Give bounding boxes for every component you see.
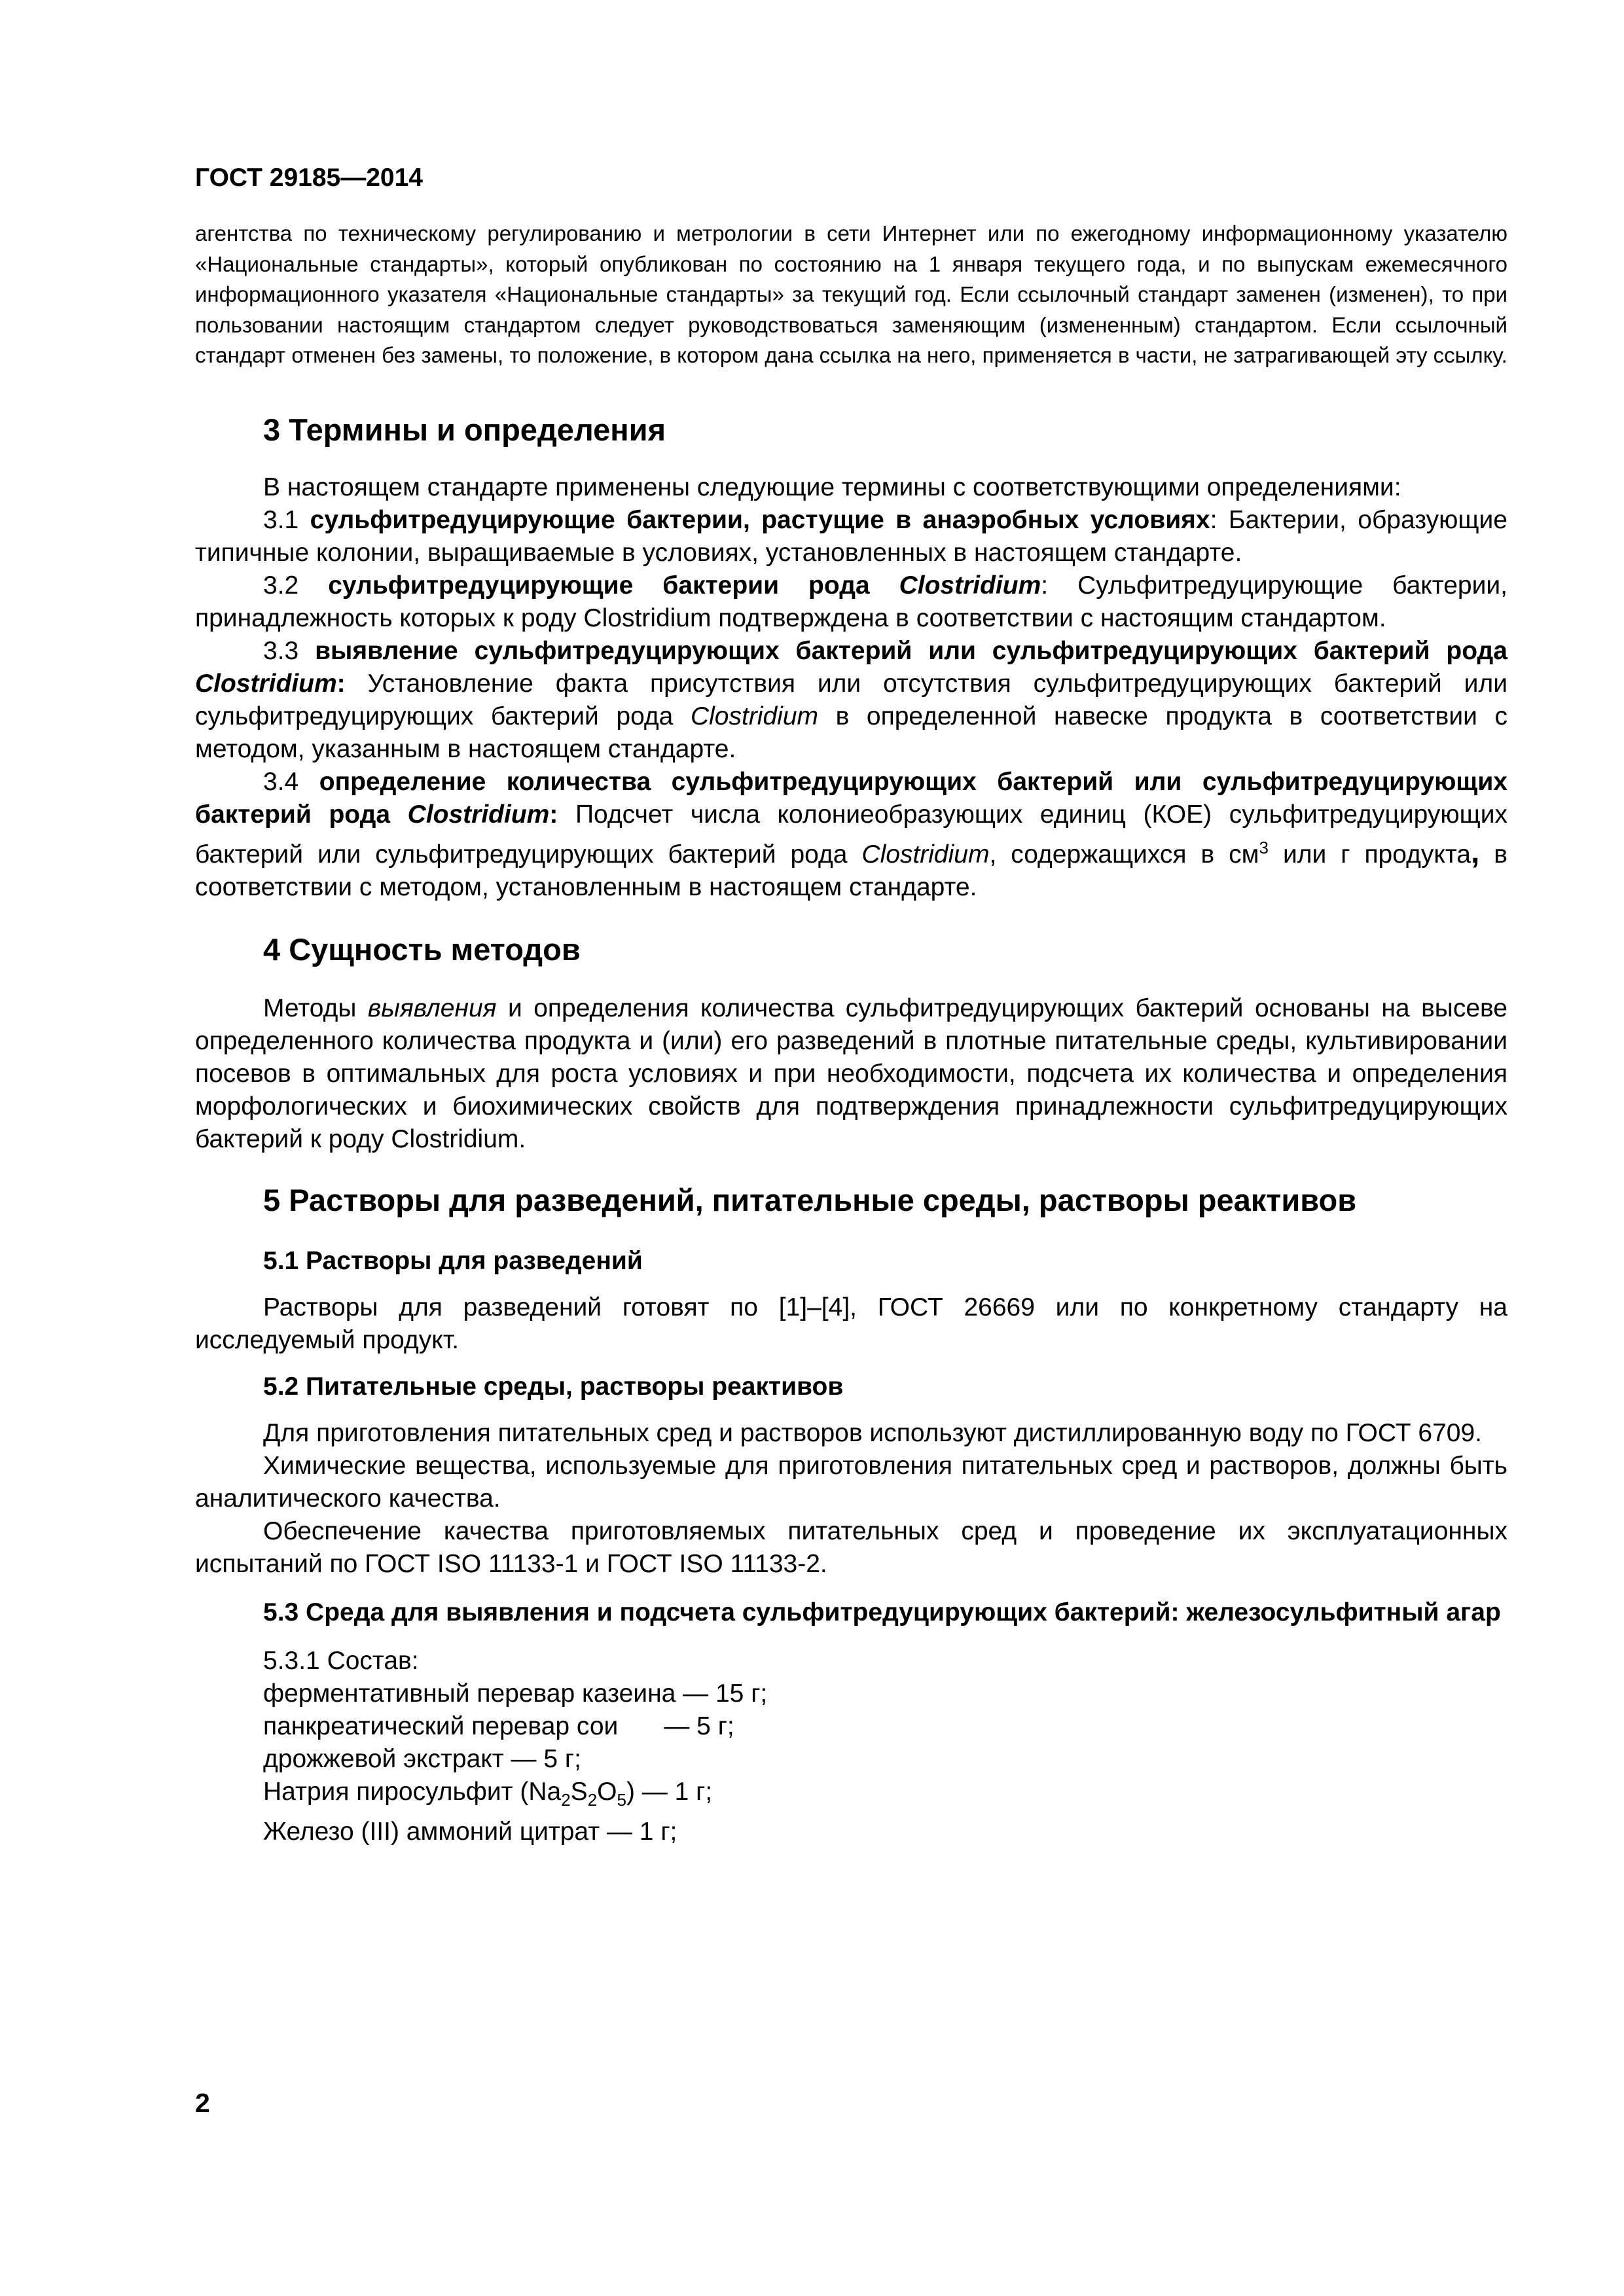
term-name: выявление сульфитредуцирующих бактерий или сульфитредуцирующих бактерий рода	[315, 636, 1507, 665]
superscript: 3	[1259, 837, 1269, 857]
composition-label: 5.3.1 Состав:	[263, 1646, 419, 1675]
list-item: Натрия пиросульфит $(Na_2S_2O_5)$ — 1 г;	[263, 1777, 713, 1810]
term-definition: : Сульфитредуцирующие бактерии, принадлежность которых к роду Clostridium подтверждена в соответствии с настоящим стандартом.	[195, 571, 1507, 632]
subsection-5-2-paragraph-2: Химические вещества, используемые для приготовления питательных сред и растворов, должны быть аналитического качества.	[195, 1451, 1507, 1513]
section-4-title: 4 Сущность методов	[263, 931, 581, 967]
term-3-1	[195, 504, 1507, 569]
term-3-4	[195, 766, 1507, 904]
subsection-5-2-paragraph-1: Для приготовления питательных сред и растворов используют дистиллированную воду по ГОСТ 6709.	[263, 1418, 1483, 1447]
section-3-title: 3 Термины и определения	[263, 412, 666, 447]
section-4-paragraph: Методы выявления и определения количества сульфитредуцирующих бактерий основаны на высеве определенного количества продукта и (или) его разведений в плотные питательные среды, культивировании посевов в оптимальных для роста условиях и при необходимости, подсчета их количества и определения морфологических и биохимических свойств для подтверждения принадлежности сульфитредуцирующих бактерий к роду Clostridium.	[195, 994, 1507, 1153]
subsection-5-2-title: 5.2 Питательные среды, растворы реактивов	[263, 1372, 844, 1401]
term-definition-italic: Clostridium	[690, 702, 819, 730]
document-header: ГОСТ 29185—2014	[195, 164, 423, 192]
term-number: 3.2	[263, 571, 299, 600]
bold-comma: ,	[1470, 834, 1480, 870]
term-definition-italic: Clostridium	[861, 840, 990, 869]
term-number: 3.4	[263, 767, 299, 796]
term-colon: :	[549, 800, 558, 829]
term-3-3	[195, 635, 1507, 766]
term-definition: Установление факта присутствия или отсутствия сульфитредуцирующих бактерий или сульфитредуцирующих бактерий рода	[195, 669, 1507, 730]
term-name: сульфитредуцирующие бактерии рода	[328, 571, 899, 600]
list-item: дрожжевой экстракт — 5 г;	[263, 1744, 581, 1773]
term-name: определение количества сульфитредуцирующих бактерий или сульфитредуцирующих бактерий рода	[195, 767, 1507, 829]
intro-paragraph: агентства по техническому регулированию и метрологии в сети Интернет или по ежегодному информационному указателю «Национальные стандарты», который опубликован по состоянию на 1 января текущего года, и по выпускам ежемесячного информационного указателя «Национальные стандарты» за текущий год. Если ссылочный стандарт заменен (изменен), то при пользовании настоящим стандартом следует руководствоваться заменяющим (измененным) стандартом. Если ссылочный стандарт отменен без замены, то положение, в котором дана ссылка на него, применяется в части, не затрагивающей эту ссылку.	[195, 221, 1507, 367]
term-definition-mid: , содержащихся в см	[989, 840, 1259, 869]
term-name-italic: Clostridium	[899, 571, 1041, 600]
subsection-5-2-paragraph-3: Обеспечение качества приготовляемых питательных сред и проведение их эксплуатационных испытаний по ГОСТ ISO 11133-1 и ГОСТ ISO 11133-2.	[195, 1516, 1507, 1578]
list-item: Железо (III) аммоний цитрат — 1 г;	[263, 1818, 677, 1846]
subsection-5-1-title: 5.1 Растворы для разведений	[263, 1246, 643, 1275]
term-colon: :	[336, 669, 346, 698]
term-definition-end: в определенной навеске продукта в соответствии с методом, указанным в настоящем стандарте.	[195, 702, 1507, 763]
document-page	[195, 164, 1507, 1848]
term-name: сульфитредуцирующие бактерии, растущие в анаэробных условиях	[310, 505, 1210, 534]
term-number: 3.3	[263, 636, 299, 665]
term-definition: Подсчет числа колониеобразующих единиц (КОЕ) сульфитредуцирующих бактерий или сульфитредуцирующих бактерий рода	[195, 800, 1507, 869]
section-5-title: 5 Растворы для разведений, питательные среды, растворы реактивов	[263, 1182, 1357, 1217]
term-3-2	[195, 569, 1507, 635]
italic-word: выявления	[367, 994, 497, 1022]
term-definition-end: в соответствии с методом, установленным в настоящем стандарте.	[195, 840, 1508, 901]
list-item: ферментативный перевар казеина — 15 г;	[263, 1679, 768, 1708]
term-number: 3.1	[263, 505, 299, 534]
term-name-italic: Clostridium	[407, 800, 550, 829]
term-definition: : Бактерии, образующие типичные колонии, выращиваемые в условиях, установленных в настоящем стандарте.	[195, 505, 1507, 567]
composition-list	[195, 1645, 1507, 1849]
term-name-italic: Clostridium	[195, 669, 337, 698]
section-3-intro: В настоящем стандарте применены следующие термины с соответствующими определениями:	[263, 473, 1401, 501]
subsection-5-3-title: 5.3 Среда для выявления и подсчета сульфитредуцирующих бактерий: железосульфитный агар	[263, 1598, 1501, 1626]
term-definition-mid2: или г продукта	[1268, 840, 1471, 869]
subsection-5-1-paragraph: Растворы для разведений готовят по [1]–[4], ГОСТ 26669 или по конкретному стандарту на исследуемый продукт.	[195, 1293, 1507, 1354]
page-number: 2	[195, 2088, 210, 2118]
list-item: панкреатический перевар сои — 5 г;	[263, 1712, 734, 1740]
